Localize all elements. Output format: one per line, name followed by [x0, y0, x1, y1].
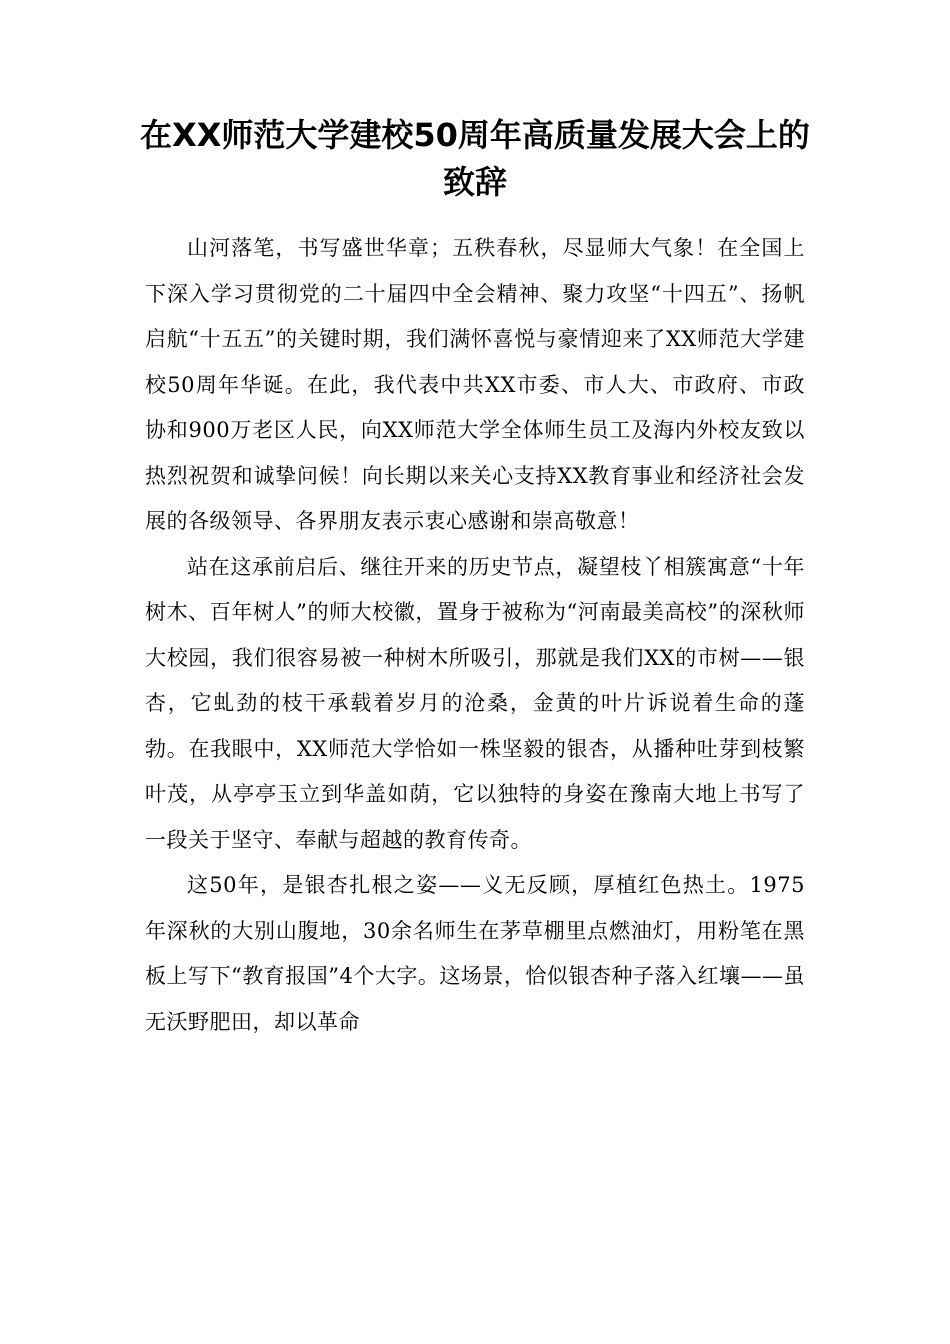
paragraph-1: 山河落笔，书写盛世华章；五秩春秋，尽显师大气象！在全国上下深入学习贯彻党的二十届四中全会精神、聚力攻坚“十四五”、扬帆启航“十五五”的关键时期，我们满怀喜悦与豪情迎来了XX师范大学建校50周年华诞。在此，我代表中共XX市委、市人大、市政府、市政协和900万老区人民，向XX师范大学全体师生员工及海内外校友致以热烈祝贺和诚挚问候！向长期以来关心支持XX教育事业和经济社会发展的各级领导、各界朋友表示衷心感谢和崇高敬意！: [145, 236, 805, 533]
document-title: 在XX师范大学建校50周年高质量发展大会上的致辞: [140, 116, 810, 201]
document-body: [145, 226, 805, 1045]
paragraph-2: 站在这承前启后、继往开来的历史节点，凝望枝丫相簇寓意“十年树木、百年树人”的师大校徽，置身于被称为“河南最美高校”的深秋师大校园，我们很容易被一种树木所吸引，那就是我们XX的市树——银杏，它虬劲的枝干承载着岁月的沧桑，金黄的叶片诉说着生命的蓬勃。在我眼中，XX师范大学恰如一株坚毅的银杏，从播种吐芽到枝繁叶茂，从亭亭玉立到华盖如荫，它以独特的身姿在豫南大地上书写了一段关于坚守、奉献与超越的教育传奇。: [145, 554, 805, 852]
paragraph-3: 这50年，是银杏扎根之姿——义无反顾，厚植红色热土。1975年深秋的大别山腹地，30余名师生在茅草棚里点燃油灯，用粉笔在黑板上写下“教育报国”4个大字。这场景，恰似银杏种子落入红壤——虽无沃野肥田，却以革命: [145, 873, 805, 1034]
